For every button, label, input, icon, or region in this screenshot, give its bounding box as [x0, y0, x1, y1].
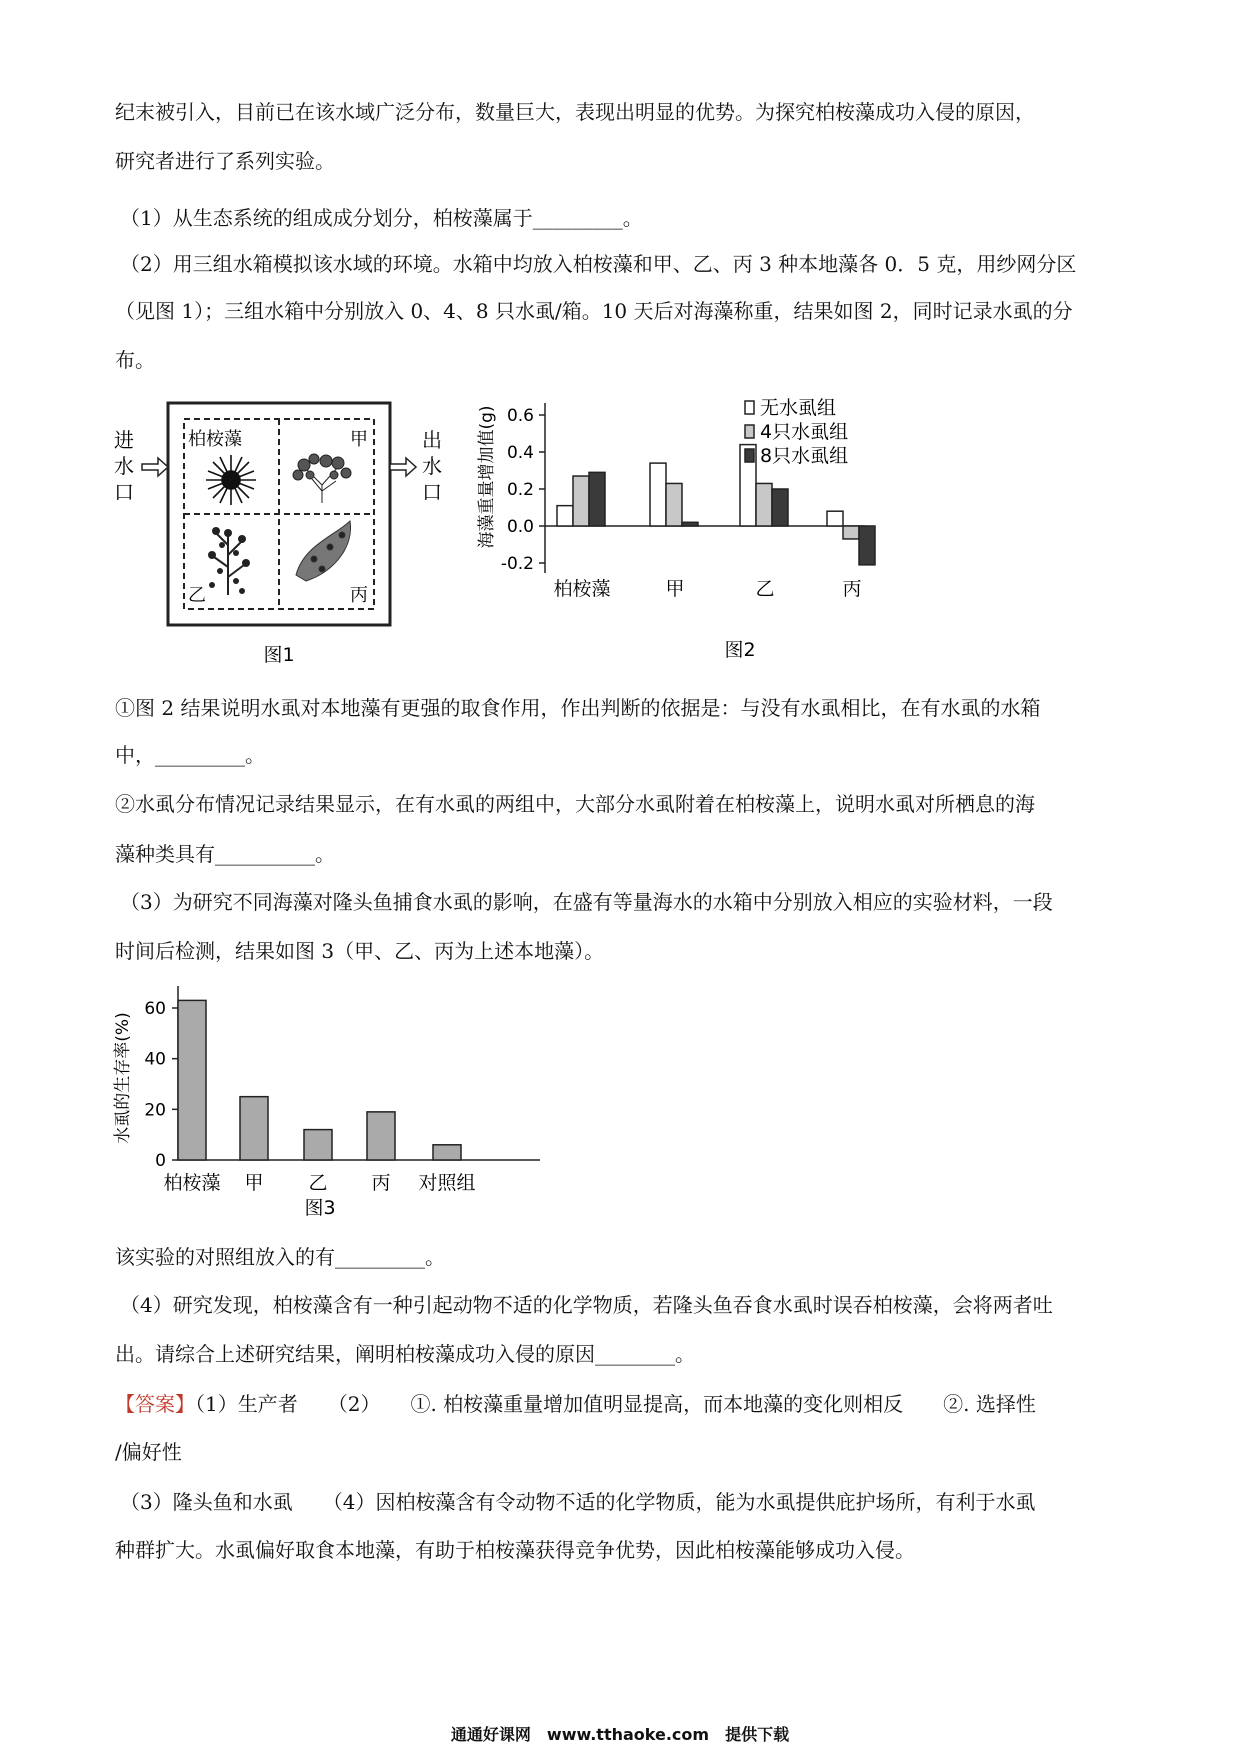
- category-label: 丙: [371, 1172, 391, 1194]
- legend-swatch: [745, 449, 754, 462]
- question-1: （1）从生态系统的组成成分划分，柏桉藻属于_________。: [120, 206, 643, 230]
- figure-2-y-axis-label: 海藻重量增加值(g): [477, 405, 497, 549]
- question-2-sub-1-line-1: ①图 2 结果说明水虱对本地藻有更强的取食作用，作出判断的依据是：与没有水虱相比，在有水虱的水箱: [115, 696, 1041, 720]
- question-4-line-1: （4）研究发现，柏桉藻含有一种引起动物不适的化学物质，若隆头鱼吞食水虱时误吞柏桉藻，会将两者吐: [120, 1293, 1053, 1317]
- bar-柏桉藻-8只水虱组: [589, 472, 605, 526]
- category-label: 丙: [842, 578, 862, 600]
- answer-line-3: （3）隆头鱼和水虱 （4）因柏桉藻含有令动物不适的化学物质，能为水虱提供庇护场所，有利于水虱: [120, 1490, 1036, 1514]
- bing-algae-icon: [296, 521, 351, 581]
- legend-swatch: [745, 425, 754, 438]
- figure-2-category-labels: [553, 578, 861, 600]
- figure-3-y-axis-label: 水虱的生存率(%): [113, 1012, 133, 1144]
- outlet-label-3: 口: [422, 480, 442, 504]
- bar-甲-8只水虱组: [682, 522, 698, 526]
- bar-甲: [240, 1097, 268, 1160]
- bar-甲-4只水虱组: [666, 483, 682, 526]
- baianzao-algae-icon: [206, 455, 256, 505]
- bar-乙-4只水虱组: [756, 483, 772, 526]
- question-2-sub-2-line-1: ②水虱分布情况记录结果显示，在有水虱的两组中，大部分水虱附着在柏桉藻上，说明水虱对所栖息的海: [115, 792, 1035, 816]
- figure-1-caption: 图1: [263, 644, 295, 666]
- question-3-line-1: （3）为研究不同海藻对隆头鱼捕食水虱的影响，在盛有等量海水的水箱中分别放入相应的实验材料，一段: [120, 890, 1053, 914]
- question-2-sub-1-line-2: 中，_________。: [115, 743, 265, 767]
- y-tick-label: 0.6: [506, 406, 534, 426]
- answer-line-4: 种群扩大。水虱偏好取食本地藻，有助于柏桉藻获得竞争优势，因此柏桉藻能够成功入侵。: [115, 1538, 915, 1562]
- bar-甲-无水虱组: [650, 463, 666, 526]
- zone-label-baianzao: 柏桉藻: [188, 429, 242, 450]
- bar-乙: [304, 1130, 332, 1160]
- y-tick-label: 0.2: [506, 480, 534, 500]
- category-label: 柏桉藻: [553, 578, 611, 600]
- answer-tag: 【答案】: [115, 1392, 195, 1416]
- figure-3-bars: [178, 1000, 461, 1160]
- yi-algae-icon: [208, 527, 250, 595]
- answer-text-1: （1）生产者 （2） ①. 柏桉藻重量增加值明显提高，而本地藻的变化则相反 ②. 选择性: [195, 1392, 1036, 1416]
- intro-line-1: 纪末被引入，目前已在该水域广泛分布，数量巨大，表现出明显的优势。为探究柏桉藻成功入侵的原因，: [115, 100, 1035, 124]
- legend-label: 4只水虱组: [760, 421, 849, 443]
- bar-柏桉藻-4只水虱组: [573, 476, 589, 526]
- intro-line-2: 研究者进行了系列实验。: [115, 149, 335, 173]
- answer-line-1: [115, 1380, 1130, 1429]
- inlet-arrow-icon: [142, 458, 168, 476]
- outlet-label-1: 出: [422, 428, 442, 452]
- zone-label-jia: 甲: [350, 429, 368, 450]
- question-2-line-1: （2）用三组水箱模拟该水域的环境。水箱中均放入柏桉藻和甲、乙、丙 3 种本地藻各 0．5 克，用纱网分区: [120, 252, 1077, 276]
- legend-swatch: [745, 401, 754, 414]
- y-tick-label: 0.4: [506, 443, 534, 463]
- question-2-line-3: 布。: [115, 348, 155, 372]
- outlet-label-2: 水: [422, 454, 442, 478]
- question-3-line-2: 时间后检测，结果如图 3（甲、乙、丙为上述本地藻）。: [115, 939, 605, 963]
- figure-3-caption: 图3: [304, 1197, 336, 1219]
- figure-2-caption: 图2: [724, 639, 756, 661]
- question-4-line-2: 出。请综合上述研究结果，阐明柏桉藻成功入侵的原因________。: [115, 1342, 695, 1366]
- bar-丙-4只水虱组: [843, 526, 859, 539]
- bar-乙-8只水虱组: [772, 489, 788, 526]
- y-tick-label: 60: [144, 999, 166, 1019]
- figure-2-legend: [745, 397, 848, 467]
- legend-label: 无水虱组: [760, 397, 837, 419]
- question-3-tail: 该实验的对照组放入的有_________。: [115, 1245, 445, 1269]
- y-tick-label: 40: [144, 1049, 166, 1070]
- bar-丙-无水虱组: [827, 511, 843, 526]
- question-2-line-2: （见图 1）；三组水箱中分别放入 0、4、8 只水虱/箱。10 天后对海藻称重，结果如图 2，同时记录水虱的分: [115, 299, 1073, 323]
- legend-label: 8只水虱组: [760, 445, 849, 467]
- outlet-arrow-icon: [390, 458, 416, 476]
- answer-line-2: /偏好性: [115, 1440, 182, 1464]
- y-tick-label: 0.0: [506, 517, 534, 537]
- figure-2-bar-chart: [470, 395, 990, 670]
- inlet-label-3: 口: [114, 480, 134, 504]
- bar-对照组: [433, 1145, 461, 1160]
- category-label: 柏桉藻: [163, 1172, 221, 1194]
- category-label: 甲: [244, 1172, 264, 1194]
- inlet-label-1: 进: [114, 428, 134, 452]
- figure-3-category-labels: [163, 1172, 475, 1194]
- category-label: 甲: [665, 578, 685, 600]
- inlet-label-2: 水: [114, 454, 134, 478]
- footer-watermark: 通通好课网 www.tthaoke.com 提供下载: [450, 1725, 790, 1744]
- category-label: 乙: [308, 1172, 328, 1194]
- bar-丙: [367, 1112, 395, 1160]
- figure-1-tank-diagram: [100, 395, 460, 670]
- zone-label-yi: 乙: [188, 585, 206, 606]
- figure-3-y-ticks: [144, 999, 178, 1171]
- category-label: 乙: [755, 578, 775, 600]
- figure-3-bar-chart: [110, 980, 550, 1225]
- y-tick-label: 0: [155, 1151, 166, 1171]
- y-tick-label: 20: [144, 1100, 166, 1121]
- category-label: 对照组: [418, 1172, 476, 1194]
- bar-柏桉藻: [178, 1000, 206, 1160]
- zone-label-bing: 丙: [350, 585, 368, 606]
- question-2-sub-2-line-2: 藻种类具有__________。: [115, 842, 335, 866]
- jia-algae-icon: [293, 454, 351, 503]
- bar-丙-8只水虱组: [859, 526, 875, 565]
- bar-柏桉藻-无水虱组: [557, 506, 573, 526]
- y-tick-label: -0.2: [500, 554, 534, 574]
